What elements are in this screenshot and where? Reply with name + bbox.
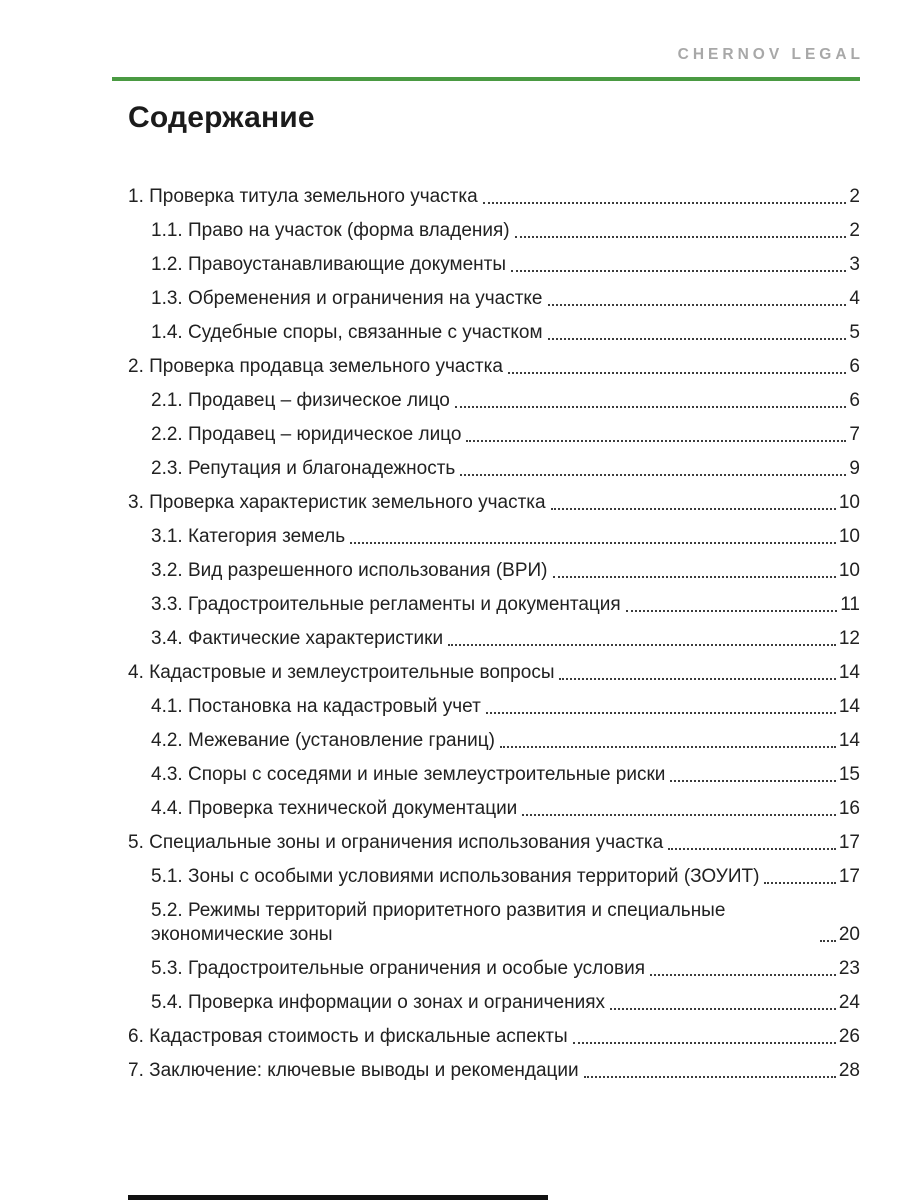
toc-entry-page: 17 xyxy=(838,866,860,887)
toc-dot-leader xyxy=(573,1042,836,1044)
toc-entry-label: 2.3. Репутация и благонадежность xyxy=(151,458,456,479)
toc-dot-leader xyxy=(548,338,847,340)
toc-entry-page: 9 xyxy=(849,458,860,479)
toc-list xyxy=(128,185,860,1083)
toc-entry-label: 3.1. Категория земель xyxy=(151,526,346,547)
toc-entry-label: 1.4. Судебные споры, связанные с участком xyxy=(151,322,543,343)
toc-entry[interactable] xyxy=(128,287,860,311)
toc-entry[interactable] xyxy=(128,1059,860,1083)
toc-dot-leader xyxy=(508,372,847,374)
toc-entry[interactable] xyxy=(128,525,860,549)
toc-entry-page: 7 xyxy=(849,424,860,445)
toc-entry[interactable] xyxy=(128,389,860,413)
toc-entry[interactable] xyxy=(128,253,860,277)
toc-entry[interactable] xyxy=(128,491,860,515)
toc-entry-label: 5.1. Зоны с особыми условиями использования территорий (ЗОУИТ) xyxy=(151,866,760,887)
toc-dot-leader xyxy=(350,542,836,544)
toc-entry-label: 3.3. Градостроительные регламенты и документация xyxy=(151,594,621,615)
toc-entry-page: 6 xyxy=(849,390,860,411)
toc-entry-page: 20 xyxy=(838,924,860,945)
toc-entry-page: 14 xyxy=(838,730,860,751)
toc-entry[interactable] xyxy=(128,559,860,583)
toc-entry[interactable] xyxy=(128,763,860,787)
toc-entry-page: 10 xyxy=(838,526,860,547)
toc-dot-leader xyxy=(650,974,836,976)
toc-entry-page: 14 xyxy=(838,696,860,717)
toc-dot-leader xyxy=(764,882,835,884)
toc-dot-leader xyxy=(486,712,836,714)
toc-entry-page: 16 xyxy=(838,798,860,819)
toc-entry[interactable] xyxy=(128,991,860,1015)
toc-dot-leader xyxy=(522,814,836,816)
toc-entry[interactable] xyxy=(128,695,860,719)
toc-entry[interactable] xyxy=(128,185,860,209)
toc-entry-page: 10 xyxy=(838,560,860,581)
toc-entry[interactable] xyxy=(128,355,860,379)
toc-dot-leader xyxy=(460,474,846,476)
toc-entry-label: 7. Заключение: ключевые выводы и рекомендации xyxy=(128,1060,579,1081)
toc-entry[interactable] xyxy=(128,593,860,617)
toc-dot-leader xyxy=(511,270,846,272)
toc-entry-label: 1.2. Правоустанавливающие документы xyxy=(151,254,506,275)
toc-dot-leader xyxy=(559,678,835,680)
toc-entry-label: 3.4. Фактические характеристики xyxy=(151,628,444,649)
toc-dot-leader xyxy=(610,1008,836,1010)
toc-dot-leader xyxy=(515,236,847,238)
toc-entry-label: 4.2. Межевание (установление границ) xyxy=(151,730,495,751)
toc-entry-label: 1.3. Обременения и ограничения на участке xyxy=(151,288,543,309)
toc-entry-label: 6. Кадастровая стоимость и фискальные аспекты xyxy=(128,1026,568,1047)
toc-entry-page: 15 xyxy=(838,764,860,785)
toc-entry-page: 10 xyxy=(838,492,860,513)
toc-dot-leader xyxy=(548,304,847,306)
toc-entry-label: 3. Проверка характеристик земельного участка xyxy=(128,492,546,513)
page-header xyxy=(128,46,864,64)
toc-entry-page: 26 xyxy=(838,1026,860,1047)
footer-rule xyxy=(128,1195,548,1200)
toc-entry-page: 12 xyxy=(838,628,860,649)
toc-entry-page: 3 xyxy=(849,254,860,275)
toc-entry[interactable] xyxy=(128,219,860,243)
toc-entry-label: 1. Проверка титула земельного участка xyxy=(128,186,478,207)
toc-dot-leader xyxy=(584,1076,836,1078)
toc-entry-label: 5. Специальные зоны и ограничения использования участка xyxy=(128,832,664,853)
toc-entry-page: 11 xyxy=(840,594,860,615)
toc-entry-page: 14 xyxy=(838,662,860,683)
toc-entry[interactable] xyxy=(128,831,860,855)
toc-dot-leader xyxy=(626,610,838,612)
toc-entry-page: 6 xyxy=(849,356,860,377)
toc-dot-leader xyxy=(668,848,836,850)
toc-dot-leader xyxy=(820,940,836,942)
toc-entry-page: 2 xyxy=(849,220,860,241)
toc-entry[interactable] xyxy=(128,797,860,821)
toc-entry-label: 1.1. Право на участок (форма владения) xyxy=(151,220,510,241)
toc-entry-label: 2. Проверка продавца земельного участка xyxy=(128,356,503,377)
toc-entry[interactable] xyxy=(128,423,860,447)
toc-entry-label: 2.1. Продавец – физическое лицо xyxy=(151,390,450,411)
toc-entry-page: 23 xyxy=(838,958,860,979)
toc-dot-leader xyxy=(483,202,847,204)
toc-entry-page: 5 xyxy=(849,322,860,343)
toc-entry-page: 28 xyxy=(838,1060,860,1081)
toc-dot-leader xyxy=(670,780,835,782)
toc-dot-leader xyxy=(455,406,847,408)
toc-entry[interactable] xyxy=(128,957,860,981)
toc-entry-page: 2 xyxy=(849,186,860,207)
brand-text: CHERNOV LEGAL xyxy=(677,46,864,63)
toc-dot-leader xyxy=(553,576,836,578)
toc-entry[interactable] xyxy=(128,661,860,685)
toc-entry-label: 4.1. Постановка на кадастровый учет xyxy=(151,696,481,717)
header-rule xyxy=(112,77,860,81)
toc-entry-label: 5.3. Градостроительные ограничения и особые условия xyxy=(151,958,645,979)
toc-entry-page: 17 xyxy=(838,832,860,853)
toc-dot-leader xyxy=(500,746,836,748)
toc-entry[interactable] xyxy=(128,729,860,753)
toc-dot-leader xyxy=(448,644,836,646)
toc-entry[interactable] xyxy=(128,627,860,651)
toc-entry-page: 4 xyxy=(849,288,860,309)
toc-entry-label: 4.3. Споры с соседями и иные землеустроительные риски xyxy=(151,764,666,785)
toc-entry-label: 4.4. Проверка технической документации xyxy=(151,798,518,819)
toc-entry[interactable] xyxy=(128,899,860,947)
page-title: Содержание xyxy=(128,101,315,134)
toc-entry[interactable] xyxy=(128,865,860,889)
toc-entry-label: 4. Кадастровые и землеустроительные вопросы xyxy=(128,662,555,683)
toc-dot-leader xyxy=(551,508,836,510)
toc-entry-label: 5.4. Проверка информации о зонах и ограничениях xyxy=(151,992,605,1013)
toc-dot-leader xyxy=(466,440,846,442)
toc-entry-label: 5.2. Режимы территорий приоритетного развития и специальные экономические зоны xyxy=(151,900,726,945)
toc-entry[interactable] xyxy=(128,321,860,345)
toc-entry-page: 24 xyxy=(838,992,860,1013)
toc-entry-label: 3.2. Вид разрешенного использования (ВРИ) xyxy=(151,560,548,581)
toc-entry-label: 2.2. Продавец – юридическое лицо xyxy=(151,424,462,445)
toc-entry[interactable] xyxy=(128,1025,860,1049)
toc-entry[interactable] xyxy=(128,457,860,481)
